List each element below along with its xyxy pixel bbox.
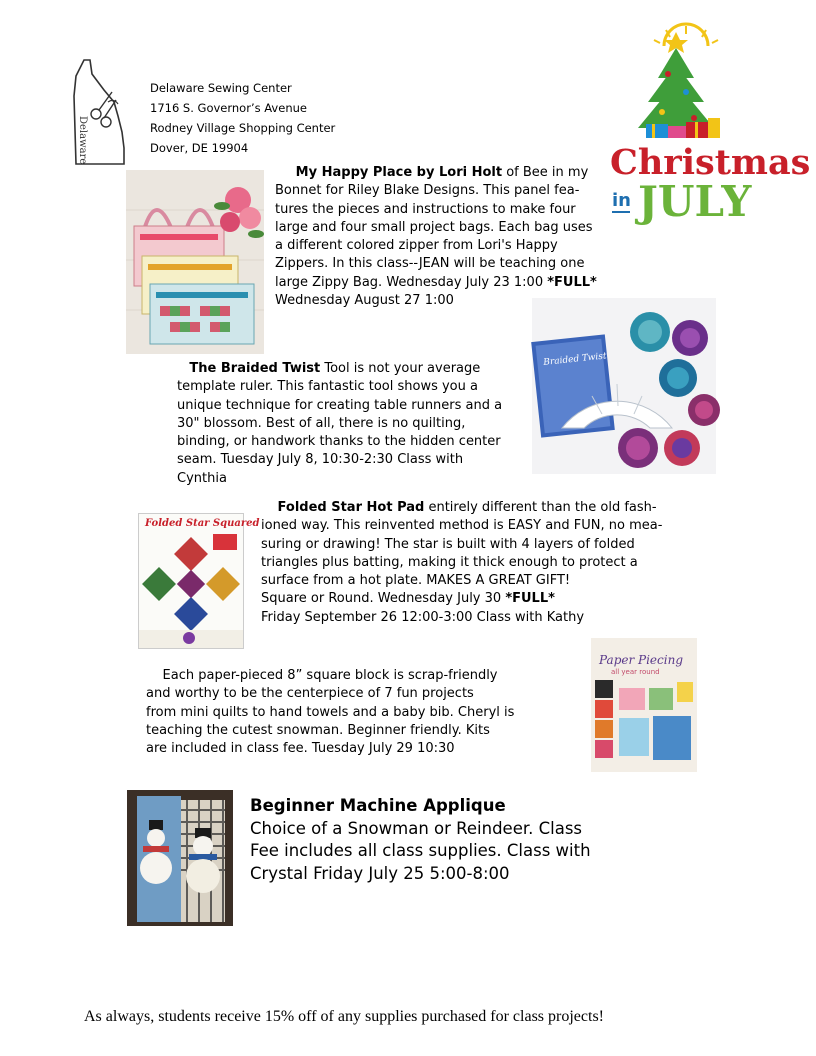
text-line: triangles plus batting, making it thick enough to protect a <box>261 554 638 570</box>
full-badge: *FULL* <box>505 591 555 607</box>
text-line: template ruler. This fantastic tool shows you a <box>177 379 478 395</box>
text-line: surface from a hot plate. MAKES A GREAT GIFT! <box>261 573 571 589</box>
text-line: tures the pieces and instructions to make four <box>275 201 576 217</box>
text-line: large Zippy Bag. Wednesday July 23 1:00 <box>275 274 548 290</box>
address-line: 1716 S. Governor’s Avenue <box>150 101 307 115</box>
text-line: of Bee in my <box>502 165 589 180</box>
christmas-tree-icon <box>638 32 714 136</box>
snowman-applique-photo <box>127 790 233 926</box>
text-line: Each paper-pieced 8” square block is scrap-friendly <box>162 668 498 683</box>
badge-word-july: JULY <box>638 177 752 226</box>
applique-description <box>250 795 591 885</box>
text-line: Cynthia <box>177 470 227 486</box>
address-line: Rodney Village Shopping Center <box>150 121 336 135</box>
address-line: Dover, DE 19904 <box>150 141 249 155</box>
braided-twist-title: The Braided Twist <box>189 361 321 376</box>
folded-star-pattern-cover <box>138 513 260 649</box>
text-line: 30" blossom. Best of all, there is no quilting, <box>177 415 466 431</box>
text-line: suring or drawing! The star is built with 4 layers of folded <box>261 536 635 552</box>
sun-icon <box>654 24 718 46</box>
applique-title: Beginner Machine Applique <box>250 796 506 815</box>
happy-place-title: My Happy Place by Lori Holt <box>295 165 503 180</box>
delaware-state-icon <box>66 56 140 168</box>
address-line: Delaware Sewing Center <box>150 81 292 95</box>
cover-title: Paper Piecing <box>599 653 684 667</box>
text-line: and worthy to be the centerpiece of 7 fun projects <box>146 686 474 702</box>
text-line: a different colored zipper from Lori's Happy <box>275 238 558 254</box>
christmas-in-july-badge <box>606 26 811 236</box>
text-line: Crystal Friday July 25 5:00-8:00 <box>250 863 510 883</box>
text-line: Zippers. In this class--JEAN will be teaching one <box>275 256 585 272</box>
text-line: ioned way. This reinvented method is EASY and FUN, no mea- <box>261 518 663 534</box>
logo-state-text: Delaware <box>77 116 88 165</box>
text-line: unique technique for creating table runners and a <box>177 397 503 413</box>
footer-note: As always, students receive 15% off of any supplies purchased for class projects! <box>84 1008 604 1025</box>
text-line: teaching the cutest snowman. Beginner friendly. Kits <box>146 722 490 738</box>
text-line: Friday September 26 12:00-3:00 Class with Kathy <box>261 609 585 625</box>
braided-twist-description <box>177 360 502 488</box>
store-address <box>150 78 335 158</box>
book-title: Braided Twist <box>542 351 607 368</box>
text-line: Bonnet for Riley Blake Designs. This panel fea- <box>275 183 580 199</box>
folded-star-description <box>261 499 662 627</box>
text-line: from mini quilts to hand towels and a baby bib. Cheryl is <box>146 704 515 720</box>
full-badge: *FULL* <box>547 274 597 290</box>
paper-piecing-description <box>146 667 514 758</box>
text-line: Wednesday August 27 1:00 <box>275 293 454 309</box>
cover-title: Folded Star Squared <box>145 518 260 529</box>
project-bags-photo <box>126 170 264 354</box>
text-line: Fee includes all class supplies. Class with <box>250 841 591 860</box>
text-line: entirely different than the old fash- <box>424 500 657 515</box>
braided-twist-photo <box>532 298 716 474</box>
cover-subtitle: all year round <box>611 668 660 676</box>
text-line: seam. Tuesday July 8, 10:30-2:30 Class with <box>177 452 464 468</box>
text-line: Choice of a Snowman or Reindeer. Class <box>250 818 583 838</box>
badge-word-in: in <box>612 190 631 211</box>
paper-piecing-book-cover <box>591 638 697 772</box>
delaware-logo <box>66 56 140 168</box>
badge-word-christmas: Christmas <box>610 142 811 183</box>
happy-place-description <box>275 164 597 310</box>
text-line: binding, or handwork thanks to the hidden center <box>177 434 501 450</box>
folded-star-title: Folded Star Hot Pad <box>277 500 425 515</box>
text-line: large and four small project bags. Each bag uses <box>275 219 593 235</box>
text-line: are included in class fee. Tuesday July 29 10:30 <box>146 741 455 757</box>
text-line: Square or Round. Wednesday July 30 <box>261 591 506 607</box>
text-line: Tool is not your average <box>320 361 481 376</box>
